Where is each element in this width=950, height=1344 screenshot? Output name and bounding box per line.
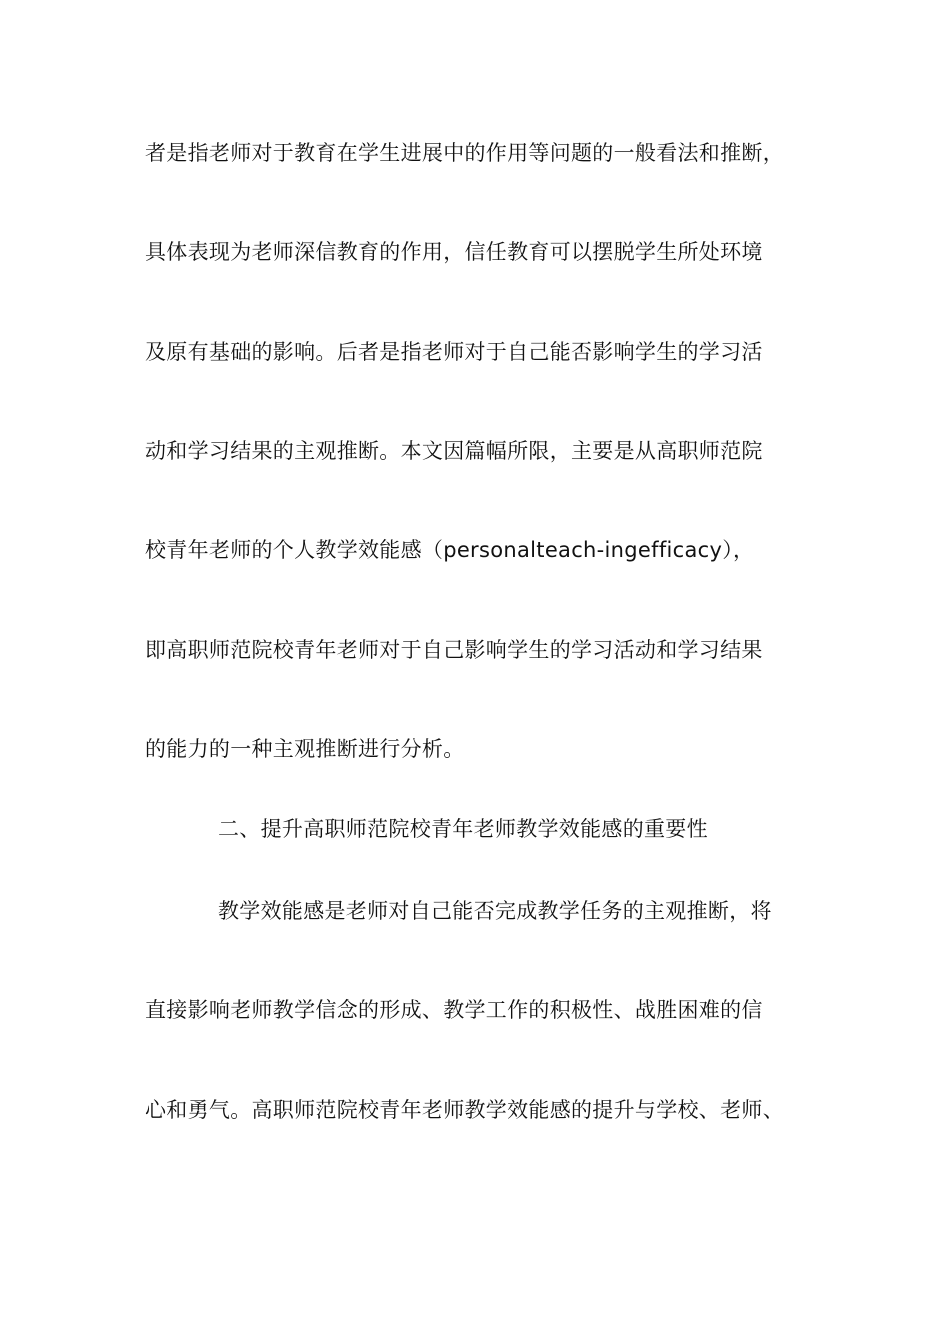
- paragraph-line: 者是指老师对于教育在学生进展中的作用等问题的一般看法和推断，: [145, 141, 784, 165]
- paragraph-line: 直接影响老师教学信念的形成、教学工作的积极性、战胜困难的信: [145, 998, 763, 1022]
- paragraph-line: 教学效能感是老师对自己能否完成教学任务的主观推断，将: [218, 899, 772, 923]
- paragraph-line: 具体表现为老师深信教育的作用，信任教育可以摆脱学生所处环境: [145, 240, 763, 264]
- paragraph-line: 心和勇气。高职师范院校青年老师教学效能感的提升与学校、老师、: [145, 1098, 784, 1122]
- section-heading: 二、提升高职师范院校青年老师教学效能感的重要性: [218, 817, 708, 841]
- paragraph-line: 动和学习结果的主观推断。本文因篇幅所限，主要是从高职师范院: [145, 439, 763, 463]
- paragraph-line: 即高职师范院校青年老师对于自己影响学生的学习活动和学习结果: [145, 638, 763, 662]
- paragraph-line: 的能力的一种主观推断进行分析。: [145, 737, 465, 761]
- paragraph-line: 校青年老师的个人教学效能感（personalteach-ingefficacy），: [145, 538, 755, 562]
- paragraph-line: 及原有基础的影响。后者是指老师对于自己能否影响学生的学习活: [145, 340, 763, 364]
